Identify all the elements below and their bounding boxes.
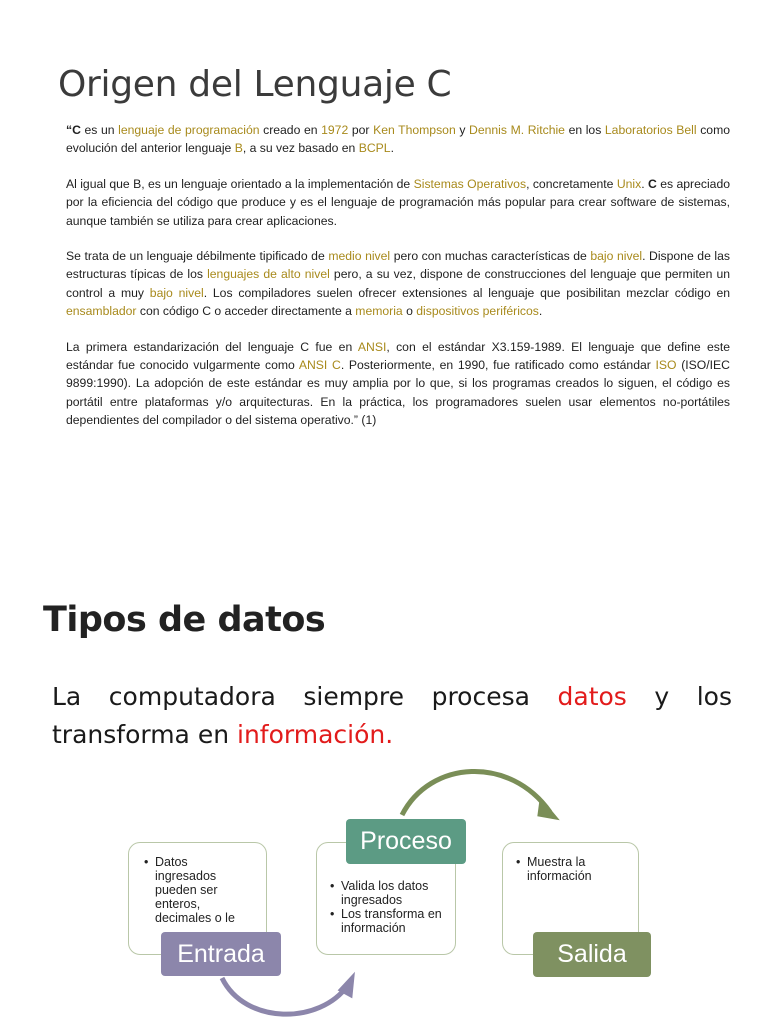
arrow-head-top xyxy=(539,800,556,818)
link-unix[interactable]: Unix xyxy=(616,176,642,191)
arrow-entrada-to-proceso xyxy=(222,978,348,1014)
emphasis-informacion: información xyxy=(237,720,386,749)
link-bcpl[interactable]: BCPL xyxy=(358,141,391,156)
data-types-title: Tipos de datos xyxy=(43,600,326,640)
link-medio-nivel[interactable]: medio nivel xyxy=(328,249,391,264)
proceso-label: Proceso xyxy=(346,819,466,864)
paragraph-3: Se trata de un lenguaje débilmente tipificado de medio nivel pero con muchas características de bajo nivel. Dispone de las estructuras típicas de los lenguajes de alto nivel pero, a su vez, dispone de construcciones del lenguaje que permiten un control a muy bajo nivel. Los compiladores suelen ofrecer extensiones al lenguaje que posibilitan mezclar código en ensamblador con código C o acceder directamente a memoria o dispositivos periféricos. xyxy=(66,249,731,319)
link-bajo-nivel-2[interactable]: bajo nivel xyxy=(149,285,204,300)
link-ensamblador[interactable]: ensamblador xyxy=(66,304,137,319)
link-1972[interactable]: 1972 xyxy=(321,123,349,137)
link-bajo-nivel[interactable]: bajo nivel xyxy=(590,249,643,264)
link-laboratorios-bell[interactable]: Laboratorios Bell xyxy=(604,123,697,137)
entrada-label: Entrada xyxy=(161,932,281,976)
entrada-list xyxy=(143,855,258,925)
link-memoria[interactable]: memoria xyxy=(355,304,403,319)
link-lenguajes-alto-nivel[interactable]: lenguajes de alto nivel xyxy=(207,267,330,282)
link-lenguaje-de-programacion[interactable]: lenguaje de programación xyxy=(118,123,260,137)
list-item: • Valida los datos ingresados xyxy=(329,879,447,907)
list-item: • Los transforma en información xyxy=(329,907,447,935)
proceso-list xyxy=(329,879,447,935)
link-iso[interactable]: ISO xyxy=(655,358,677,373)
link-ken-thompson[interactable]: Ken Thompson xyxy=(373,123,456,137)
reference-mark: (1) xyxy=(361,413,377,428)
paragraph-1: “C es un lenguaje de programación creado en 1972 por Ken Thompson y Dennis M. Ritchie en los Laboratorios Bell como evolución del anterior lenguaje B, a su vez basado en BCPL. xyxy=(66,123,730,156)
link-ansi[interactable]: ANSI xyxy=(357,339,387,354)
list-item: • Muestra la información xyxy=(515,855,607,883)
arrow-proceso-to-salida xyxy=(402,771,550,815)
list-item: • Datos ingresados pueden ser enteros, decimales o le xyxy=(143,855,251,925)
link-dispositivos-perifericos[interactable]: dispositivos periféricos xyxy=(416,304,539,319)
link-dennis-ritchie[interactable]: Dennis M. Ritchie xyxy=(469,123,565,137)
paragraph-2: Al igual que B, es un lenguaje orientado a la implementación de Sistemas Operativos, concretamente Unix. C es apreciado por la eficiencia del código que produce y es el lenguaje de programación más popular para crear software de sistemas, aunque también se utiliza para crear aplicaciones. xyxy=(66,176,731,228)
salida-label: Salida xyxy=(533,932,651,977)
link-ansi-c[interactable]: ANSI C xyxy=(298,358,341,373)
emphasis-datos: datos xyxy=(557,682,627,711)
link-sistemas-operativos[interactable]: Sistemas Operativos xyxy=(413,176,527,191)
origin-title: Origen del Lenguaje C xyxy=(58,64,452,105)
salida-list xyxy=(515,855,630,883)
data-types-lead: La computadora siempre procesa datos y los transforma en información. xyxy=(52,682,732,749)
link-b[interactable]: B xyxy=(234,141,243,156)
paragraph-4: La primera estandarización del lenguaje C fue en ANSI, con el estándar X3.159-1989. El lenguaje que define este estándar fue conocido vulgarmente como ANSI C. Posteriormente, en 1990, fue ratificado como estándar ISO (ISO/IEC 9899:1990). La adopción de este estándar es muy amplia por lo que, si los programas creados lo siguen, el código es portátil entre plataformas y/o arquitecturas. En la práctica, los programadores suelen usar elementos no-portátiles dependientes del compilador o del sistema operativo.” (1) xyxy=(66,339,731,428)
